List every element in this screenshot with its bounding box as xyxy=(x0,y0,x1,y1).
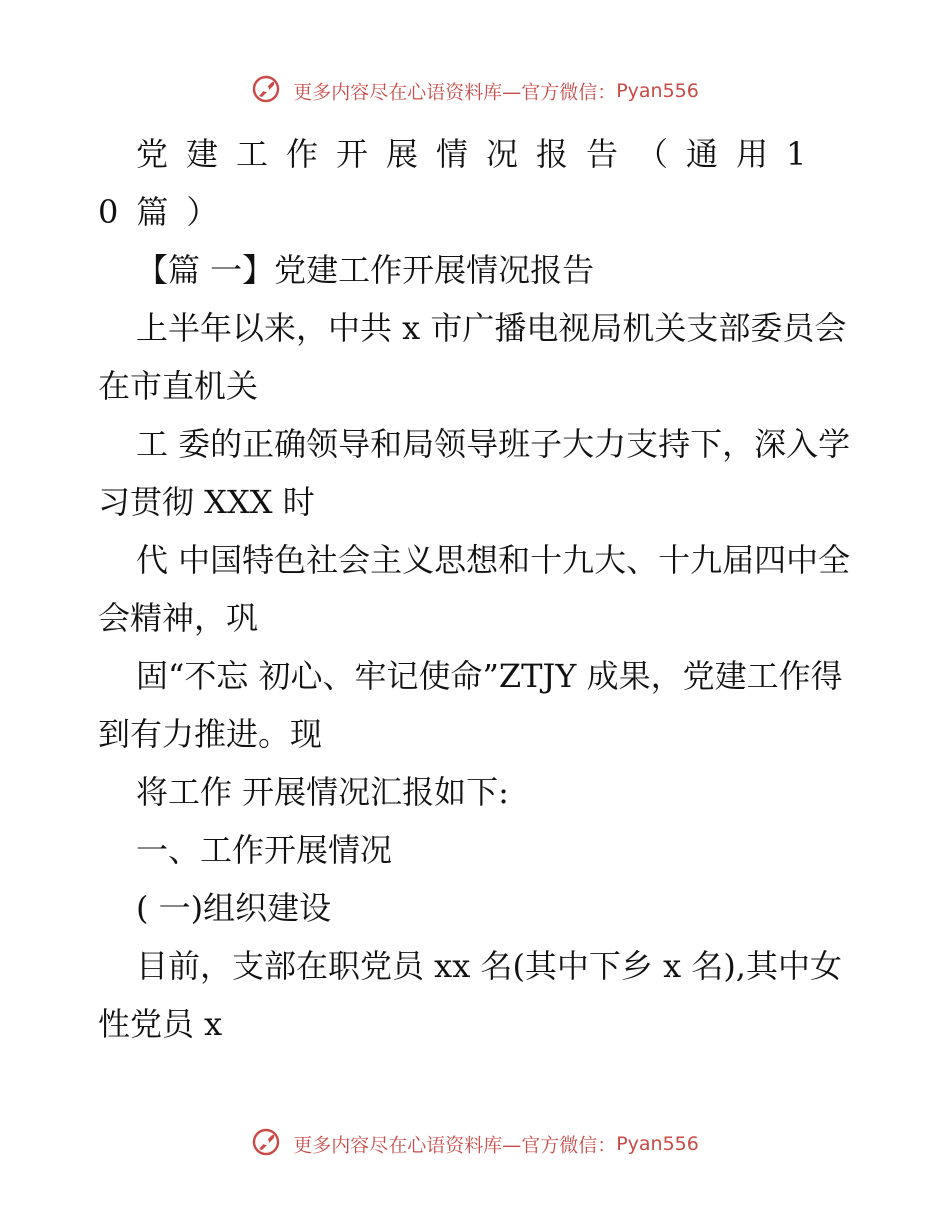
paragraph: 固“不忘 初心、牢记使命”ZTJY 成果，党建工作得到有力推进。现 xyxy=(98,657,843,753)
paragraph: 上半年以来，中共 x 市广播电视局机关支部委员会在市直机关 xyxy=(98,309,847,405)
paragraph: 目前，支部在职党员 xx 名(其中下乡 x 名),其中女性党员 x xyxy=(98,947,842,1043)
paragraph: 代 中国特色社会主义思想和十九大、十九届四中全会精神，巩 xyxy=(98,541,851,637)
paragraph: 将工作 开展情况汇报如下: xyxy=(136,773,509,811)
document-body xyxy=(98,125,858,1053)
header-watermark xyxy=(0,76,950,106)
subsection-heading: ( 一)组织建设 xyxy=(136,889,332,927)
paragraph: 工 委的正确领导和局领导班子大力支持下，深入学习贯彻 XXX 时 xyxy=(98,425,851,521)
watermark-wechat-id: Pyan556 xyxy=(616,80,699,102)
quill-logo-icon xyxy=(251,74,281,104)
document-title: 党建工作开展情况报告（通用10篇） xyxy=(98,135,825,231)
quill-logo-icon xyxy=(251,1127,281,1157)
paragraph: 【篇 一】党建工作开展情况报告 xyxy=(136,251,595,289)
footer-watermark xyxy=(0,1129,950,1159)
watermark-text: 更多内容尽在心语资料库—官方微信： xyxy=(293,81,617,104)
section-heading: 一、工作开展情况 xyxy=(136,831,393,869)
watermark-text: 更多内容尽在心语资料库—官方微信： xyxy=(293,1134,617,1157)
watermark-wechat-id: Pyan556 xyxy=(616,1133,699,1155)
